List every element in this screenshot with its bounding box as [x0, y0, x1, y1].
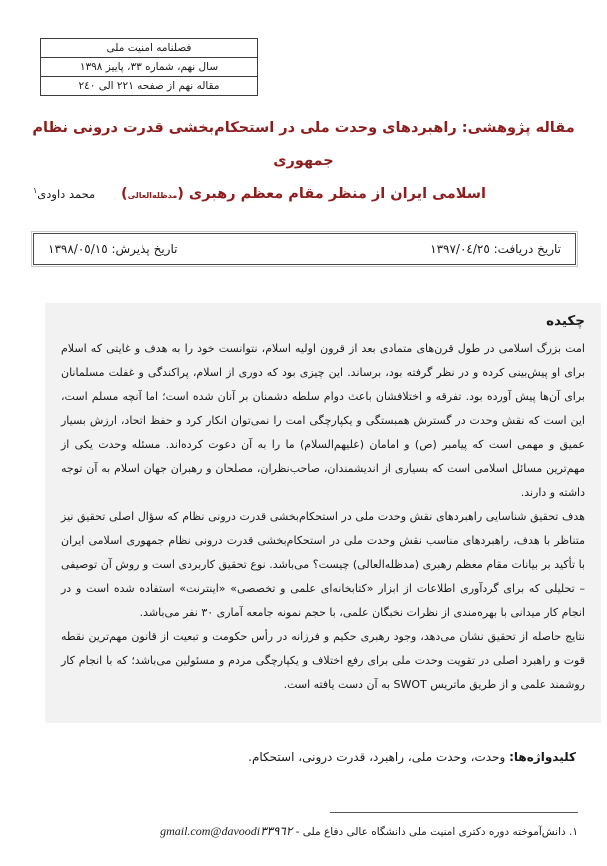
keywords-label: کلیدواژه‌ها: [509, 750, 576, 764]
footnote-text: دانش‌آموخته دوره دکتری امنیت ملی دانشگاه عالی دفاع ملی - [292, 826, 566, 838]
leader-honorific-emblem: مدظله‌العالی [127, 191, 178, 200]
author-footnote-ref: ١ [33, 186, 38, 195]
date-accepted: تاریخ پذیرش: ١٣٩٨/٠٥/١٥ [48, 242, 178, 256]
dates-box [33, 233, 576, 265]
journal-pages-info: مقاله نهم از صفحه ٢٢١ الی ٢٤٠ [78, 80, 220, 92]
author-email-link[interactable]: davoodi٣٣٩٦٢@gmail.com [160, 824, 293, 838]
journal-issue-info: سال نهم، شماره ٣٣، پاییز ١٣٩٨ [41, 58, 257, 77]
article-title-line1: مقاله پژوهشی: راهبردهای وحدت ملی در استحکام‌بخشی قدرت درونی نظام جمهوری [32, 120, 575, 169]
keywords-text: وحدت، وحدت ملی، راهبرد، قدرت درونی، استحکام. [248, 750, 510, 764]
abstract-heading: چکیده [546, 313, 585, 329]
footnote-marker: ١. [565, 826, 578, 838]
journal-name: فصلنامه امنیت ملی [41, 39, 257, 58]
abstract-section [45, 303, 601, 723]
journal-info-box [40, 38, 258, 96]
keywords-line [33, 750, 576, 764]
date-received: تاریخ دریافت: ١٣٩٧/٠٤/٢٥ [430, 242, 561, 256]
author-name: محمد داودی$^١$ [33, 186, 96, 201]
abstract-paragraph-3: نتایج حاصله از تحقیق نشان می‌دهد، وجود رهبری حکیم و فرزانه در رأس حکومت و تبعیت از قانون مهم‌ترین نقطه قوت و راهبرد اصلی در تقویت وحدت ملی برای رفع اختلاف و یکپارچگی مردم و مسئولین می‌باشد؛ که با انجام کار روشمند علمی و از طریق ماتریس SWOT به آن دست یافته است. [61, 630, 585, 691]
abstract-paragraph-1: امت بزرگ اسلامی در طول قرن‌های متمادی بعد از قرون اولیه اسلام، نتوانست خود را به هدف و غایتی که اسلام برای او پیش‌بینی کرده و در نظر گرفته بود، برساند. این چیزی بود که دوری از اسلام، پراکندگی و غفلت مسلمانان برای آن‌ها پیش آورده بود. تفرقه و اختلافشان باعث دوام سلطه دشمنان بر آنان شده است؛ اما آنچه مسلم است، این است که نقش وحدت در گسترش همبستگی و یکپارچگی امت را نمی‌توان انکار کرد و حفظ اتحاد، ارزش بسیار عمیق و مهمی است که پیامبر (ص) و امامان (علیهم‌السلام) ما را به آن دعوت کرده‌اند. مسئله وحدت یکی از مهم‌ترین مسائل اسلامی است که بسیاری از اندیشمندان، صاحب‌نظران، مصلحان و رهبران جهان اسلام به آن توجه داشته و دارند. [61, 342, 585, 499]
footnote-separator-rule [330, 812, 578, 813]
abstract-paragraph-2: هدف تحقیق شناسایی راهبردهای نقش وحدت ملی در استحکام‌بخشی قدرت درونی نظام که سؤال اصلی تحقیق نیز متناظر با هدف، راهبردهای مناسب نقش وحدت ملی در استحکام‌بخشی قدرت درونی نظام جمهوری اسلامی ایران با تأکید بر بیانات مقام معظم رهبری (مدظله‌العالی) چیست؟ می‌باشد. نوع تحقیق کاربردی است و روش آن توصیفی – تحلیلی که برای گردآوری اطلاعات از ابزار «کتابخانه‌ای علمی و تخصصی» «اینترنت» استفاده شده است و در انجام کار میدانی با بهره‌مندی از نظرات نخبگان علمی، با حجم نمونه جامعه آماری ٣٠ نفر می‌باشد. [61, 510, 585, 619]
article-title-line2: اسلامی ایران از منظر مقام معظم رهبری (مدظله‌العالی) [121, 186, 486, 202]
footnote [33, 824, 578, 839]
article-title [30, 112, 577, 212]
